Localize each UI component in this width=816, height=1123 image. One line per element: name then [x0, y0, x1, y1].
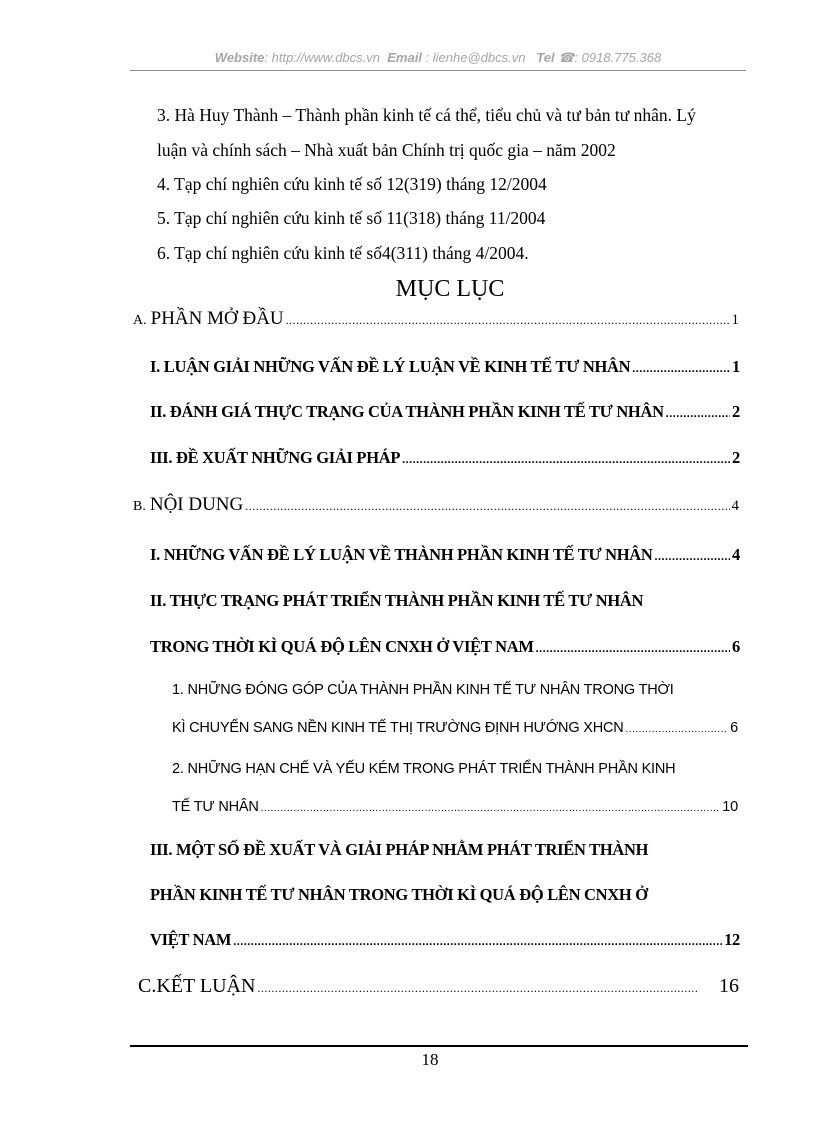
toc-page: 6	[732, 637, 740, 656]
toc-page: 2	[732, 448, 740, 467]
toc-label: NỘI DUNG	[149, 494, 244, 515]
website-label: Website	[214, 50, 265, 65]
toc-title: MỤC LỤC	[395, 276, 505, 302]
toc-entry-b2-line1[interactable]: II. THỰC TRẠNG PHÁT TRIỂN THÀNH PHẦN KINH TẾ TƯ NHÂN	[150, 591, 644, 610]
toc-entry-b2-1-line1[interactable]: 1. NHỮNG ĐÓNG GÓP CỦA THÀNH PHẦN KINH TẾ TƯ NHÂN TRONG THỜI	[172, 682, 674, 698]
toc-leader	[286, 313, 730, 328]
toc-leader	[655, 549, 731, 564]
website-value[interactable]: : http://www.dbcs.vn	[264, 50, 380, 65]
page-header	[130, 50, 746, 70]
toc-label: I. NHỮNG VẤN ĐỀ LÝ LUẬN VỀ THÀNH PHẦN KINH TẾ TƯ NHÂN	[150, 545, 653, 564]
toc-leader	[233, 934, 722, 949]
tel-value: ☎: 0918.775.368	[558, 50, 662, 65]
toc-label: TRONG THỜI KÌ QUÁ ĐỘ LÊN CNXH Ở VIỆT NAM	[150, 637, 534, 656]
toc-page: 4	[732, 545, 740, 564]
toc-label: C.KẾT LUẬN	[138, 975, 256, 997]
toc-page: 10	[722, 799, 738, 815]
toc-leader	[245, 499, 729, 514]
footer-divider	[130, 1045, 748, 1047]
reference-item: 4. Tạp chí nghiên cứu kinh tế số 12(319) tháng 12/2004	[157, 174, 547, 194]
toc-entry-b1[interactable]	[150, 545, 740, 565]
toc-page: 6	[730, 720, 738, 736]
toc-prefix: B.	[133, 499, 146, 514]
reference-item: luận và chính sách – Nhà xuất bản Chính trị quốc gia – năm 2002	[157, 140, 616, 160]
toc-label: I. LUẬN GIẢI NHỮNG VẤN ĐỀ LÝ LUẬN VỀ KINH TẾ TƯ NHÂN	[150, 357, 631, 376]
toc-page: 12	[724, 930, 740, 949]
toc-entry-b2-2-line1[interactable]: 2. NHỮNG HẠN CHẾ VÀ YẾU KÉM TRONG PHÁT TRIỂN THÀNH PHẦN KINH	[172, 761, 676, 777]
toc-entry-b3[interactable]	[150, 930, 740, 950]
toc-page: 1	[731, 312, 739, 328]
toc-label: II. ĐÁNH GIÁ THỰC TRẠNG CỦA THÀNH PHẦN KINH TẾ TƯ NHÂN	[150, 402, 664, 421]
toc-entry-a[interactable]	[133, 308, 739, 330]
toc-leader	[666, 406, 730, 421]
toc-leader	[261, 803, 721, 814]
toc-entry-a3[interactable]	[150, 448, 740, 468]
email-value[interactable]: : lienhe@dbcs.vn	[425, 50, 526, 65]
toc-leader	[257, 981, 697, 996]
reference-item: 3. Hà Huy Thành – Thành phần kinh tế cá thể, tiểu chủ và tư bản tư nhân. Lý	[157, 105, 696, 125]
tel-label: Tel	[536, 50, 555, 65]
toc-entry-a2[interactable]	[150, 402, 740, 422]
toc-leader	[536, 641, 730, 656]
toc-entry-b3-line2[interactable]: PHẦN KINH TẾ TƯ NHÂN TRONG THỜI KÌ QUÁ ĐỘ LÊN CNXH Ở	[150, 885, 648, 904]
toc-page: 16	[719, 975, 739, 997]
toc-entry-a1[interactable]	[150, 357, 740, 377]
toc-entry-b[interactable]	[133, 494, 739, 516]
toc-entry-b2-2[interactable]	[172, 799, 738, 815]
toc-leader	[632, 361, 730, 376]
toc-entry-b2[interactable]	[150, 637, 740, 657]
reference-item: 6. Tạp chí nghiên cứu kinh tế số4(311) tháng 4/2004.	[157, 243, 529, 263]
toc-label: PHẦN MỞ ĐẦU	[150, 308, 284, 329]
toc-label: TẾ TƯ NHÂN	[172, 799, 259, 815]
email-label: Email	[387, 50, 422, 65]
toc-leader	[402, 452, 730, 467]
toc-prefix: A.	[133, 313, 147, 328]
toc-page: 1	[732, 357, 740, 376]
toc-entry-b2-1[interactable]	[172, 720, 738, 736]
toc-entry-c[interactable]	[138, 975, 739, 998]
page-number: 18	[421, 1050, 439, 1069]
toc-leader	[626, 724, 729, 735]
toc-page: 2	[732, 402, 740, 421]
toc-page: 4	[731, 498, 739, 514]
toc-label: KÌ CHUYỂN SANG NỀN KINH TẾ THỊ TRƯỜNG ĐỊNH HƯỚNG XHCN	[172, 720, 624, 736]
reference-item: 5. Tạp chí nghiên cứu kinh tế số 11(318) tháng 11/2004	[157, 208, 546, 228]
header-divider	[130, 70, 746, 71]
toc-label: VIỆT NAM	[150, 930, 232, 949]
toc-entry-b3-line1[interactable]: III. MỘT SỐ ĐỀ XUẤT VÀ GIẢI PHÁP NHẰM PHÁT TRIỂN THÀNH	[150, 840, 649, 859]
toc-label: III. ĐỀ XUẤT NHỮNG GIẢI PHÁP	[150, 448, 401, 467]
